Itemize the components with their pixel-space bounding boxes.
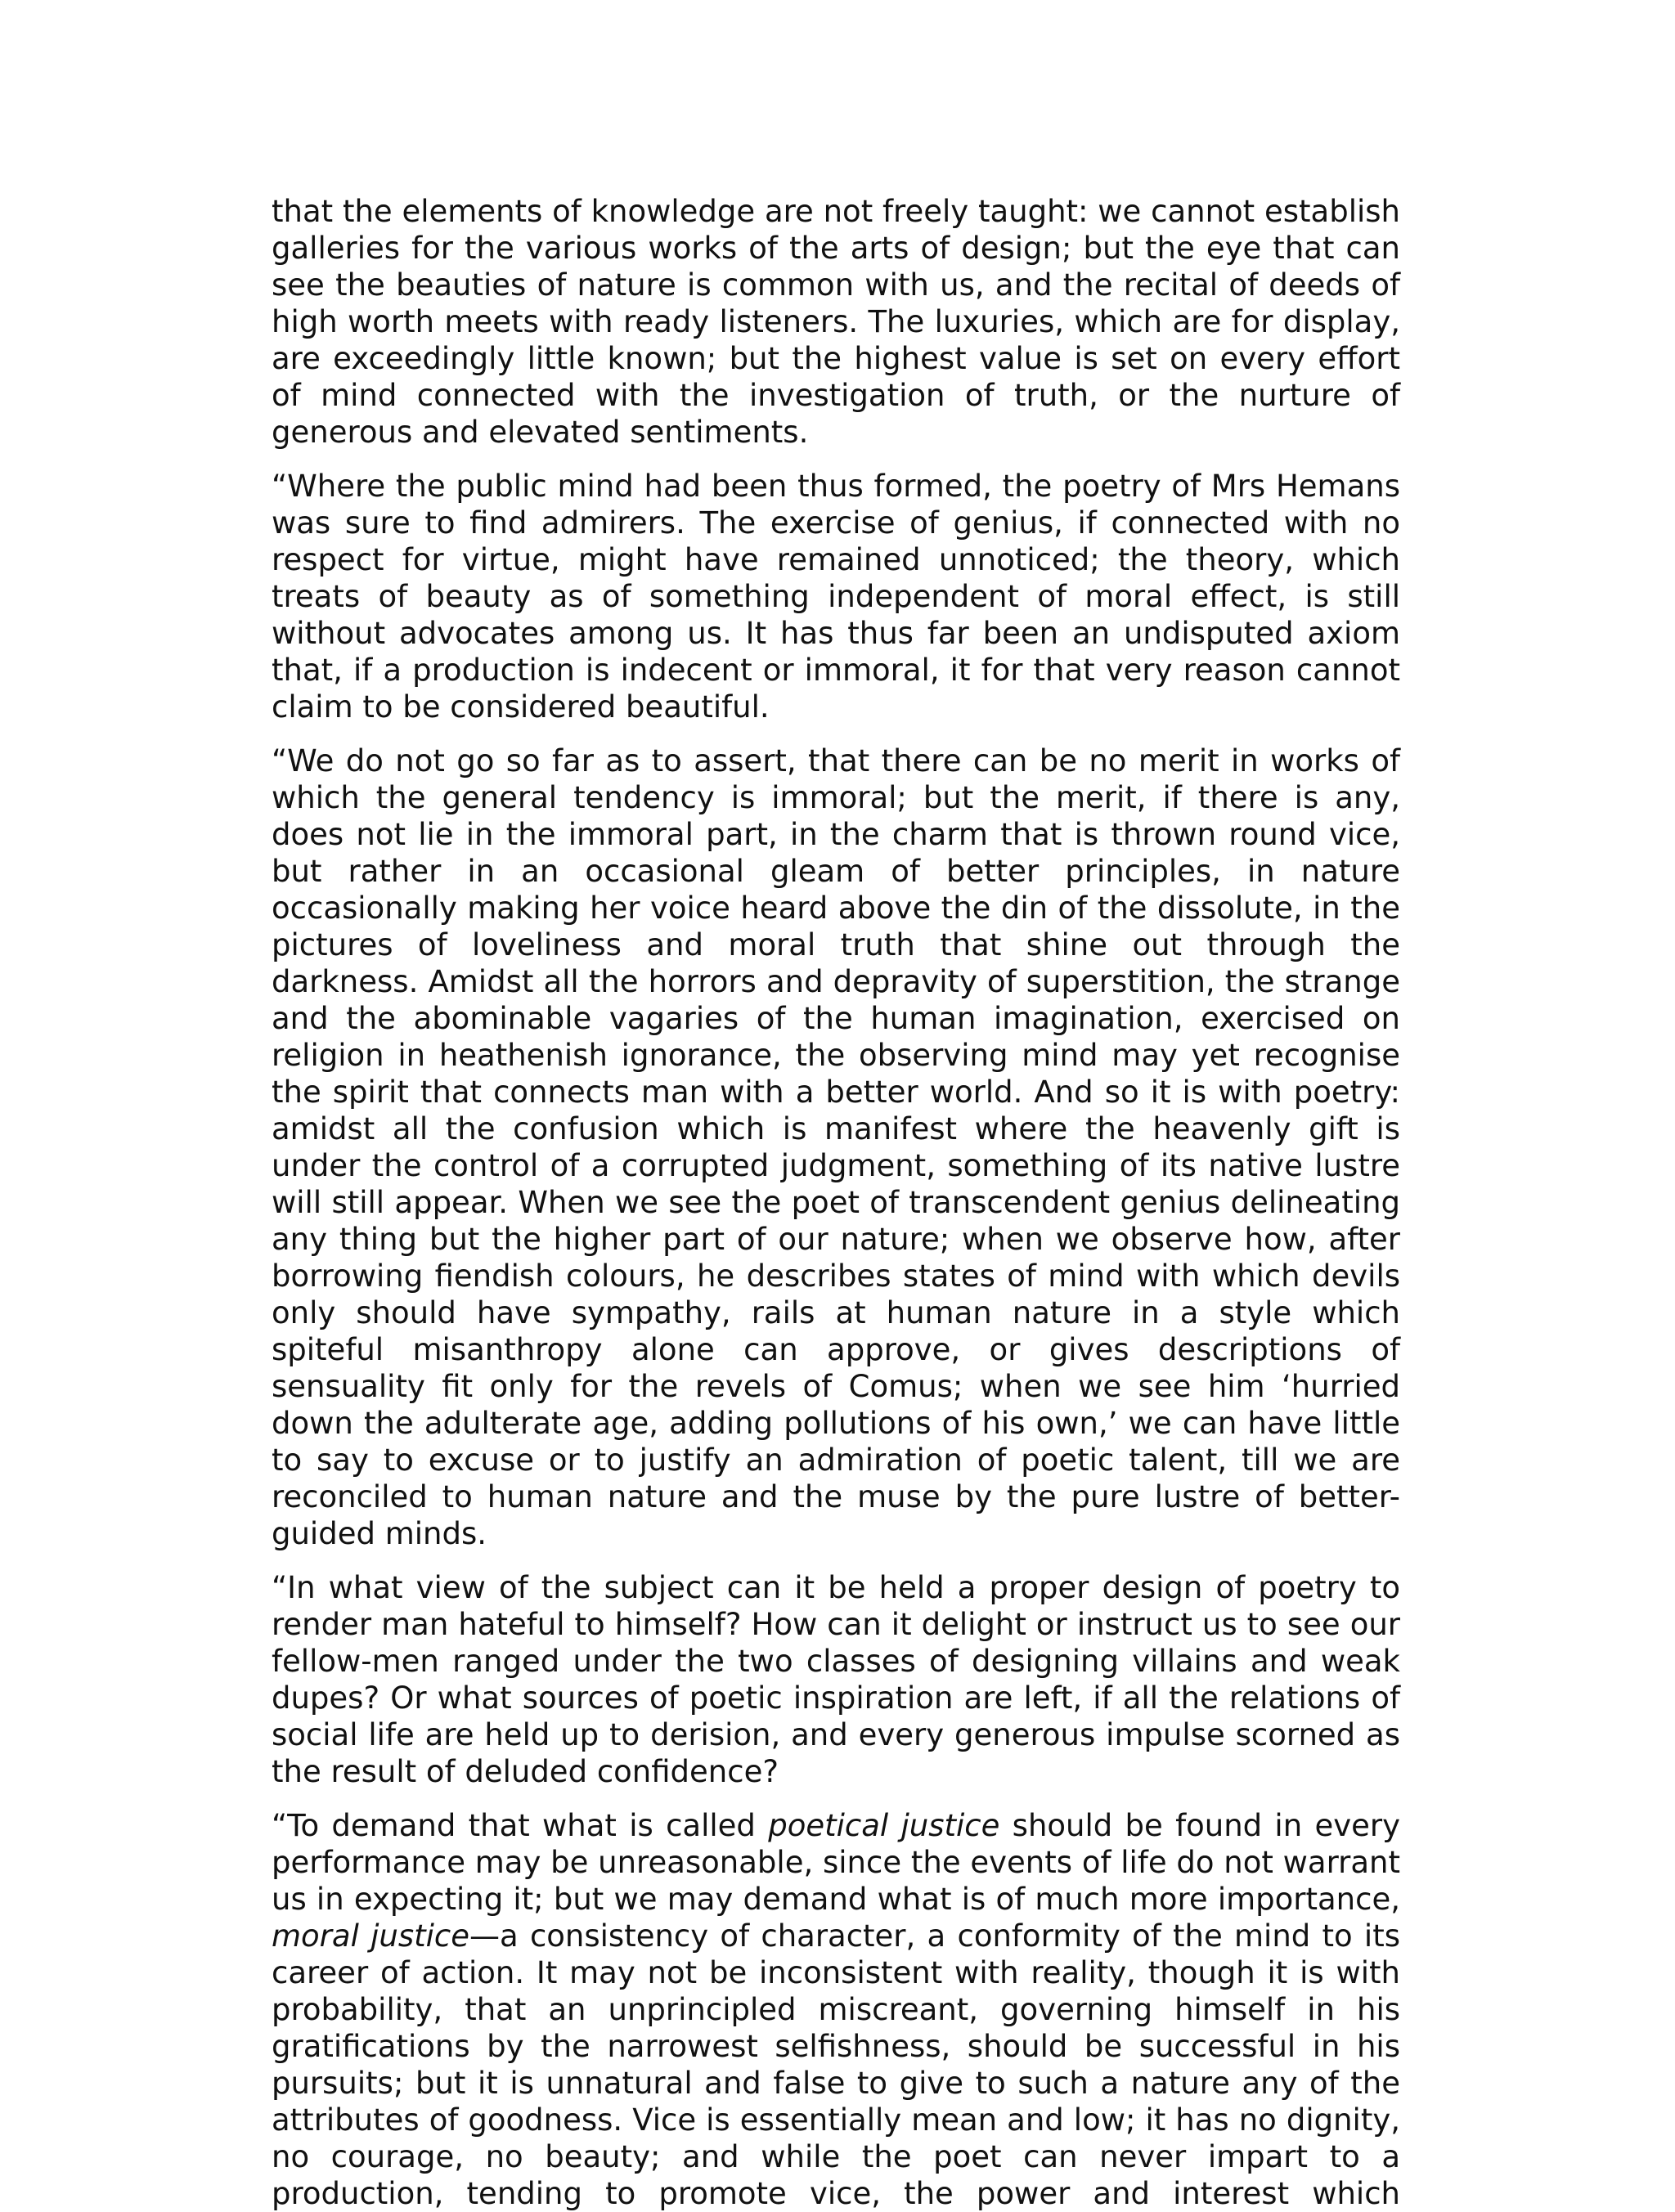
emphasis-moral-justice: moral justice <box>272 1918 470 1954</box>
paragraph-5 <box>272 1807 1400 2212</box>
paragraph-5-part-3: —a consistency of character, a conformity of the mind to its career of action. It may not be inconsistent with reality, though it is with probability, that an unprincipled miscreant, governing himself in his gratifications by the narrowest selfishness, should be successful in his pursuits; but it is unnatural and false to give to such a nature any of the attributes of goodness. Vice is essentially mean and low; it has no dignity, no courage, no beauty; and while the poet can never impart to a production, tending to promote vice, the power and interest which <box>272 1918 1400 2211</box>
paragraph-4: “In what view of the subject can it be held a proper design of poetry to render man hateful to himself? How can it delight or instruct us to see our fellow-men ranged under the two classes of designing villains and weak dupes? Or what sources of poetic inspiration are left, if all the relations of social life are held up to derision, and every generous impulse scorned as the result of deluded confidence? <box>272 1570 1400 1789</box>
paragraph-5-part-1: “To demand that what is called <box>272 1808 769 1843</box>
page-text-column <box>272 193 1400 2212</box>
emphasis-poetical-justice: poetical justice <box>768 1808 1000 1843</box>
paragraph-2: “Where the public mind had been thus formed, the poetry of Mrs Hemans was sure to find admirers. The exercise of genius, if connected with no respect for virtue, might have remained unnoticed; the theory, which treats of beauty as of something independent of moral effect, is still without advocates among us. It has thus far been an undisputed axiom that, if a production is indecent or immoral, it for that very reason cannot claim to be considered beautiful. <box>272 469 1400 725</box>
paragraph-1: that the elements of knowledge are not freely taught: we cannot establish galleries for the various works of the arts of design; but the eye that can see the beauties of nature is common with us, and the recital of deeds of high worth meets with ready listeners. The luxuries, which are for display, are exceedingly little known; but the highest value is set on every effort of mind connected with the investigation of truth, or the nurture of generous and elevated sentiments. <box>272 194 1400 450</box>
paragraph-5-part-2: should be found in every performance may be unreasonable, since the events of life do not warrant us in expecting it; but we may demand what is of much more importance, <box>272 1808 1400 1917</box>
paragraph-3: “We do not go so far as to assert, that there can be no merit in works of which the general tendency is immoral; but the merit, if there is any, does not lie in the immoral part, in the charm that is thrown round vice, but rather in an occasional gleam of better principles, in nature occasionally making her voice heard above the din of the dissolute, in the pictures of loveliness and moral truth that shine out through the darkness. Amidst all the horrors and depravity of superstition, the strange and the abominable vagaries of the human imagination, exercised on religion in heathenish ignorance, the observing mind may yet recognise the spirit that connects man with a better world. And so it is with poetry: amidst all the confusion which is manifest where the heavenly gift is under the control of a corrupted judgment, something of its native lustre will still appear. When we see the poet of transcendent genius delineating any thing but the higher part of our nature; when we observe how, after borrowing fiendish colours, he describes states of mind with which devils only should have sympathy, rails at human nature in a style which spiteful misanthropy alone can approve, or gives descriptions of sensuality fit only for the revels of Comus; when we see him ‘hurried down the adulterate age, adding pollutions of his own,’ we can have little to say to excuse or to justify an admiration of poetic talent, till we are reconciled to human nature and the muse by the pure lustre of better-guided minds. <box>272 743 1400 1551</box>
